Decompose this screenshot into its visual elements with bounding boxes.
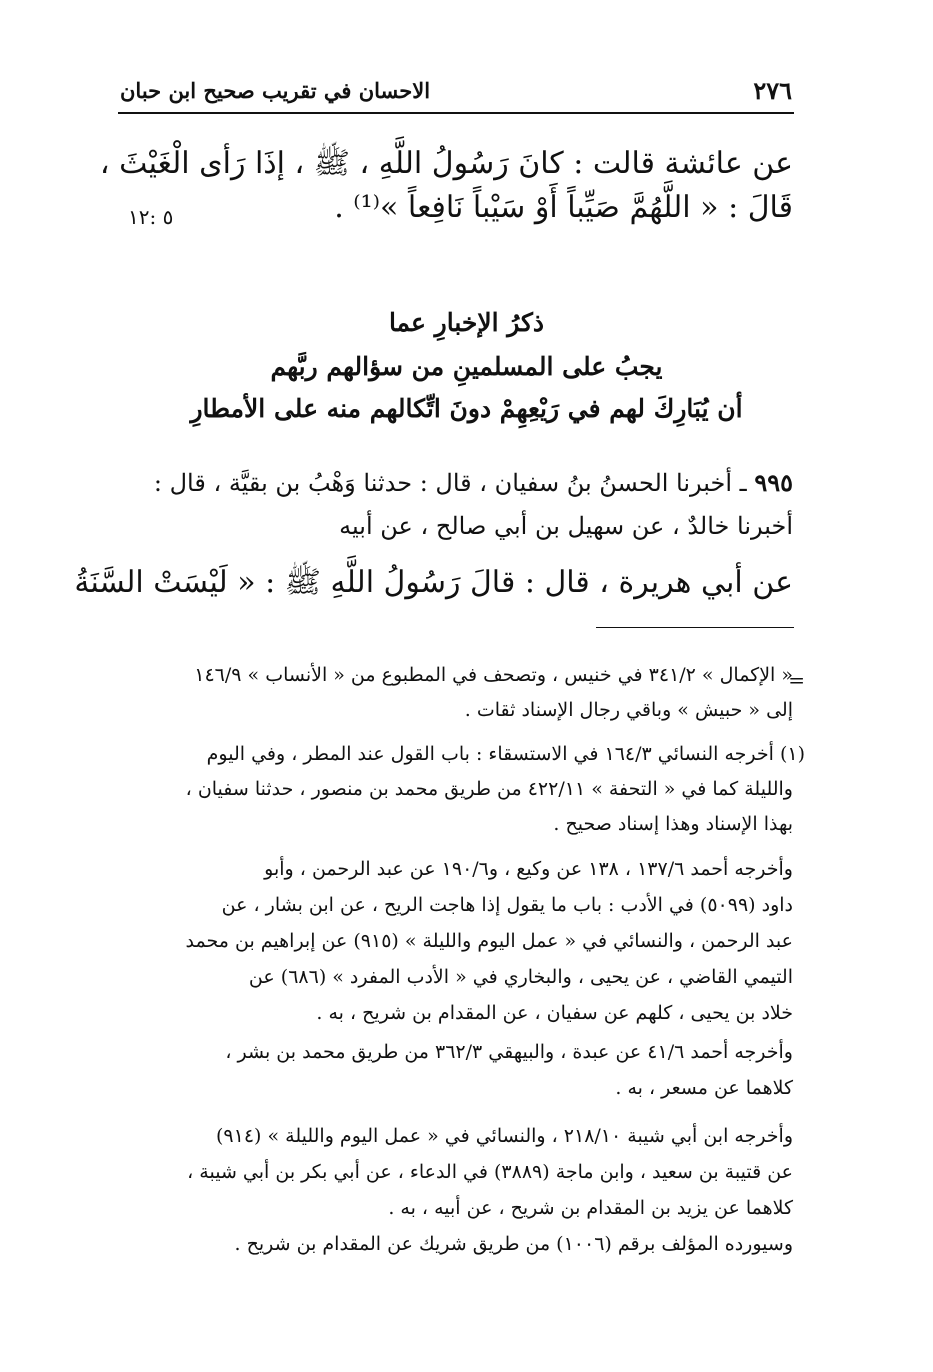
running-title: الاحسان في تقريب صحيح ابن حبان bbox=[120, 78, 431, 103]
chapter-heading-line-2: يجبُ على المسلمينِ من سؤالهم ربَّهم bbox=[270, 352, 663, 381]
prev-hadith-line-1: عن عائشة قالت : كانَ رَسُولُ اللَّهِ ، ﷺ ، إذَا رَأى الْغَيْثَ ، bbox=[99, 146, 793, 181]
chapter-heading-line-1: ذكرُ الإخبارِ عما bbox=[388, 308, 545, 337]
hadith-number: ٩٩٥ bbox=[754, 468, 793, 497]
chapter-heading-line-3: أن يُبَارِكَ لهم في رَيْعِهِمْ دونَ اتِّكالهم منه على الأمطارِ bbox=[190, 394, 743, 423]
footnote-paragraph-4-line-2: عن قتيبة بن سعيد ، وابن ماجة (٣٨٨٩) في الدعاء ، عن أبي بكر بن أبي شيبة ، bbox=[187, 1161, 793, 1183]
continuation-mark: = bbox=[788, 668, 805, 692]
footnote-paragraph-3-line-1: وأخرجه أحمد ٤١/٦ عن عبدة ، والبيهقي ٣٦٢/٣ من طريق محمد بن بشر ، bbox=[225, 1041, 793, 1063]
hadith-reference: ٥ :١٢ bbox=[128, 205, 174, 229]
hadith-isnad-line-1 bbox=[154, 468, 793, 497]
footnote-1-line-2: والليلة كما في « التحفة » ٤٢٢/١١ من طريق محمد بن منصور ، حدثنا سفيان ، bbox=[185, 778, 793, 800]
footnote-paragraph-5-line-1: وسيورده المؤلف برقم (١٠٠٦) من طريق شريك عن المقدام بن شريح . bbox=[234, 1233, 793, 1255]
footnote-paragraph-2-line-5: خلاد بن يحيى ، كلهم عن سفيان ، عن المقدام بن شريح ، به . bbox=[316, 1002, 793, 1024]
footnote-paragraph-2-line-2: داود (٥٠٩٩) في الأدب : باب ما يقول إذا هاجت الريح ، عن ابن بشار ، عن bbox=[221, 894, 793, 916]
footnote-paragraph-3-line-2: كلاهما عن مسعر ، به . bbox=[615, 1077, 793, 1099]
footnote-paragraph-4-line-3: كلاهما عن يزيد بن المقدام بن شريح ، عن أبيه ، به . bbox=[388, 1197, 793, 1219]
page-header bbox=[118, 72, 794, 114]
prev-hadith-line-2: قَالَ : « اللَّهُمَّ صَيِّباً أَوْ سَيْباً نَافِعاً »⁽¹⁾ . bbox=[334, 190, 793, 225]
footnote-1-line-3: بهذا الإسناد وهذا إسناد صحيح . bbox=[553, 813, 793, 835]
footnote-1-line-1: (١) أخرجه النسائي ١٦٤/٣ في الاستسقاء : باب القول عند المطر ، وفي اليوم bbox=[206, 743, 805, 765]
isnad-text: ـ أخبرنا الحسنُ بنُ سفيان ، قال : حدثنا وَهْبُ بن بقيَّة ، قال : bbox=[153, 469, 755, 497]
hadith-isnad-line-2: أخبرنا خالدٌ ، عن سهيل بن أبي صالح ، عن أبيه bbox=[339, 512, 793, 540]
hadith-matn: عن أبي هريرة ، قال : قالَ رَسُولُ اللَّهِ ﷺ : « لَيْسَتْ السَّنَةُ bbox=[74, 565, 793, 600]
footnote-paragraph-2-line-4: التيمي القاضي ، عن يحيى ، والبخاري في « الأدب المفرد » (٦٨٦) عن bbox=[248, 966, 793, 988]
footnote-paragraph-2-line-3: عبد الرحمن ، والنسائي في « عمل اليوم والليلة » (٩١٥) عن إبراهيم بن محمد bbox=[185, 930, 793, 952]
footnote-paragraph-2-line-1: وأخرجه أحمد ١٣٧/٦ ، ١٣٨ عن وكيع ، و١٩٠/٦ عن عبد الرحمن ، وأبو bbox=[264, 858, 793, 880]
footnote-continuation-line-2: إلى « حبيش » وباقي رجال الإسناد ثقات . bbox=[464, 699, 793, 721]
footnote-divider bbox=[596, 627, 794, 628]
page-number: ٢٧٦ bbox=[753, 76, 792, 105]
footnote-paragraph-4-line-1: وأخرجه ابن أبي شيبة ٢١٨/١٠ ، والنسائي في « عمل اليوم والليلة » (٩١٤) bbox=[215, 1125, 793, 1147]
footnote-continuation-line-1: « الإكمال » ٣٤١/٢ في خنيس ، وتصحف في المطبوع من « الأنساب » ١٤٦/٩ bbox=[194, 664, 793, 686]
